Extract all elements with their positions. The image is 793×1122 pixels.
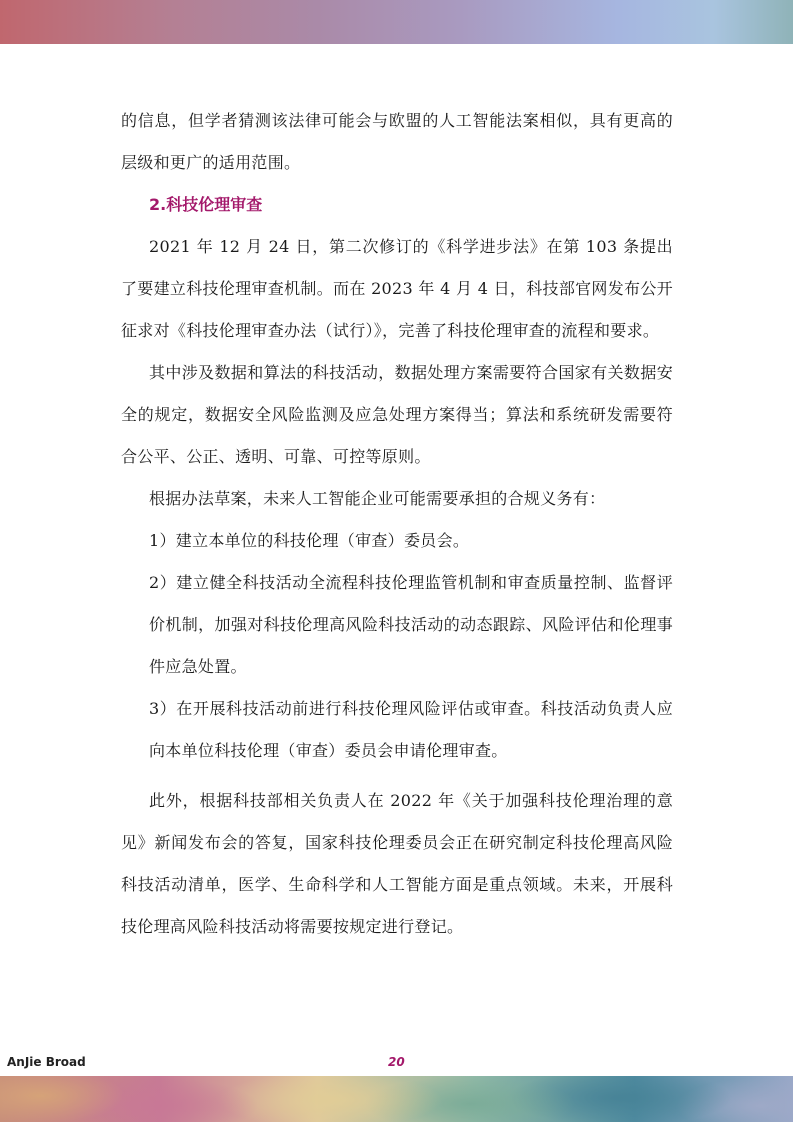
document-body: [121, 100, 673, 948]
body-paragraph: 根据办法草案，未来人工智能企业可能需要承担的合规义务有：: [149, 489, 606, 508]
list-item: 2）建立健全科技活动全流程科技伦理监管机制和审查质量控制、监督评价机制，加强对科技伦理高风险科技活动的动态跟踪、风险评估和伦理事件应急处置。: [149, 573, 673, 676]
body-paragraph: 的信息，但学者猜测该法律可能会与欧盟的人工智能法案相似，具有更高的层级和更广的适用范围。: [121, 111, 673, 172]
body-paragraph: 2021 年 12 月 24 日，第二次修订的《科学进步法》在第 103 条提出了要建立科技伦理审查机制。而在 2023 年 4 月 4 日，科技部官网发布公开征求对《科技伦理审查办法（试行）》，完善了科技伦理审查的流程和要求。: [121, 237, 673, 340]
list-item: 3）在开展科技活动前进行科技伦理风险评估或审查。科技活动负责人应向本单位科技伦理（审查）委员会申请伦理审查。: [149, 699, 673, 760]
page-number: 20: [388, 1055, 405, 1069]
header-decorative-band: [0, 0, 793, 44]
spacer: [121, 772, 673, 780]
footer-brand: AnJie Broad: [7, 1055, 86, 1069]
list-item: 1）建立本单位的科技伦理（审查）委员会。: [149, 531, 470, 550]
section-heading: 2.科技伦理审查: [149, 195, 263, 214]
footer-decorative-band: [0, 1076, 793, 1122]
body-paragraph: 此外，根据科技部相关负责人在 2022 年《关于加强科技伦理治理的意见》新闻发布会的答复，国家科技伦理委员会正在研究制定科技伦理高风险科技活动清单，医学、生命科学和人工智能方面是重点领域。未来，开展科技伦理高风险科技活动将需要按规定进行登记。: [121, 791, 673, 936]
body-paragraph: 其中涉及数据和算法的科技活动，数据处理方案需要符合国家有关数据安全的规定，数据安全风险监测及应急处理方案得当；算法和系统研发需要符合公平、公正、透明、可靠、可控等原则。: [121, 363, 673, 466]
